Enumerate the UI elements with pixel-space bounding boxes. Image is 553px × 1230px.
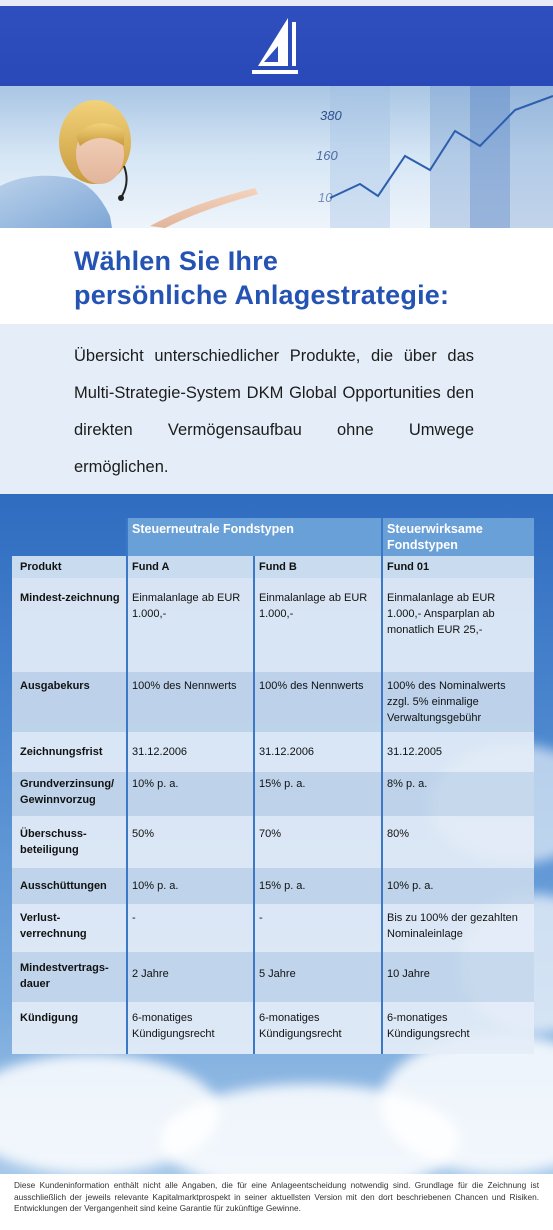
table-row: [12, 578, 534, 672]
cell-fund-a: 2 Jahre: [127, 952, 254, 1002]
fund-comparison-table: [12, 518, 534, 1054]
cell-fund-a: 100% des Nennwerts: [127, 672, 254, 732]
row-label: Zeichnungsfrist: [12, 732, 127, 772]
cell-fund-b: 70%: [254, 816, 382, 868]
row-label: Grundverzinsung/ Gewinnvorzug: [12, 772, 127, 816]
row-label: Ausgabekurs: [12, 672, 127, 732]
cell-fund-01: 10 Jahre: [382, 952, 534, 1002]
row-label: Verlust-verrechnung: [12, 904, 127, 952]
table-row: [12, 732, 534, 772]
cell-fund-a: Einmalanlage ab EUR 1.000,-: [127, 578, 254, 672]
intro-text: Übersicht unterschiedlicher Produkte, die über das Multi-Strategie-System DKM Global Opportunities den direkten Vermögensaufbau ohne Umwege ermöglichen.: [74, 347, 474, 476]
column-header-fund-01: Fund 01: [382, 556, 534, 578]
cell-fund-01: 100% des Nominalwerts zzgl. 5% einmalige Verwaltungsgebühr: [382, 672, 534, 732]
page-title-line-2: persönliche Anlagestrategie:: [74, 280, 450, 310]
cell-fund-01: 80%: [382, 816, 534, 868]
cell-fund-b: 31.12.2006: [254, 732, 382, 772]
page-title-line-1: Wählen Sie Ihre: [74, 246, 279, 276]
cell-fund-01: 8% p. a.: [382, 772, 534, 816]
table-row: [12, 772, 534, 816]
group-header-neutral: Steuerneutrale Fondstypen: [127, 518, 382, 556]
table-row: [12, 868, 534, 904]
cell-fund-a: -: [127, 904, 254, 952]
hero-illustration: [0, 86, 553, 228]
cell-fund-01: Einmalanlage ab EUR 1.000,- Ansparplan ab monatlich EUR 25,-: [382, 578, 534, 672]
row-label: Kündigung: [12, 1002, 127, 1054]
cell-fund-a: 6-monatiges Kündigungsrecht: [127, 1002, 254, 1054]
group-header-wirksam: Steuerwirksame Fondstypen: [382, 518, 534, 556]
chart-value-380: 380: [320, 108, 342, 123]
brand-logo: [250, 16, 300, 74]
cell-fund-b: Einmalanlage ab EUR 1.000,-: [254, 578, 382, 672]
cell-fund-b: 100% des Nennwerts: [254, 672, 382, 732]
row-label: Überschuss-beteiligung: [12, 816, 127, 868]
cell-fund-b: 15% p. a.: [254, 772, 382, 816]
cell-fund-01: 31.12.2005: [382, 732, 534, 772]
disclaimer-text: Diese Kundeninformation enthält nicht alle Angaben, die für eine Anlageentscheidung notwendig sind. Grundlage für die Zeichnung ist ausschließlich der jeweils relevante Kapitalmarktprospekt in seiner aktuellsten Version mit den dort beschriebenen Chancen und Risiken. Entwicklungen der Vergangenheit sind keine Garantie für zukünftige Gewinne.: [14, 1180, 539, 1213]
cell-fund-b: -: [254, 904, 382, 952]
column-header-fund-b: Fund B: [254, 556, 382, 578]
table-row: [12, 904, 534, 952]
group-header-row: [12, 518, 534, 556]
column-header-produkt: Produkt: [12, 556, 127, 578]
cell-fund-a: 10% p. a.: [127, 772, 254, 816]
top-banner: [0, 0, 553, 86]
cell-fund-a: 10% p. a.: [127, 868, 254, 904]
cell-fund-a: 50%: [127, 816, 254, 868]
table-row: [12, 672, 534, 732]
table-row: [12, 816, 534, 868]
chart-value-160: 160: [316, 148, 338, 163]
cell-fund-a: 31.12.2006: [127, 732, 254, 772]
cell-fund-b: 5 Jahre: [254, 952, 382, 1002]
page-title: [74, 244, 449, 312]
row-label: Mindest-zeichnung: [12, 578, 127, 672]
table-row: [12, 952, 534, 1002]
hero-image: [0, 86, 553, 228]
row-label: Ausschüttungen: [12, 868, 127, 904]
table-row: [12, 1002, 534, 1054]
cell-fund-01: 6-monatiges Kündigungsrecht: [382, 1002, 534, 1054]
group-header-empty: [12, 518, 127, 556]
cell-fund-01: 10% p. a.: [382, 868, 534, 904]
column-header-row: [12, 556, 534, 578]
cell-fund-01: Bis zu 100% der gezahlten Nominaleinlage: [382, 904, 534, 952]
row-label: Mindestvertrags-dauer: [12, 952, 127, 1002]
cell-fund-b: 15% p. a.: [254, 868, 382, 904]
chart-value-10: 10: [318, 190, 333, 205]
cell-fund-b: 6-monatiges Kündigungsrecht: [254, 1002, 382, 1054]
column-header-fund-a: Fund A: [127, 556, 254, 578]
